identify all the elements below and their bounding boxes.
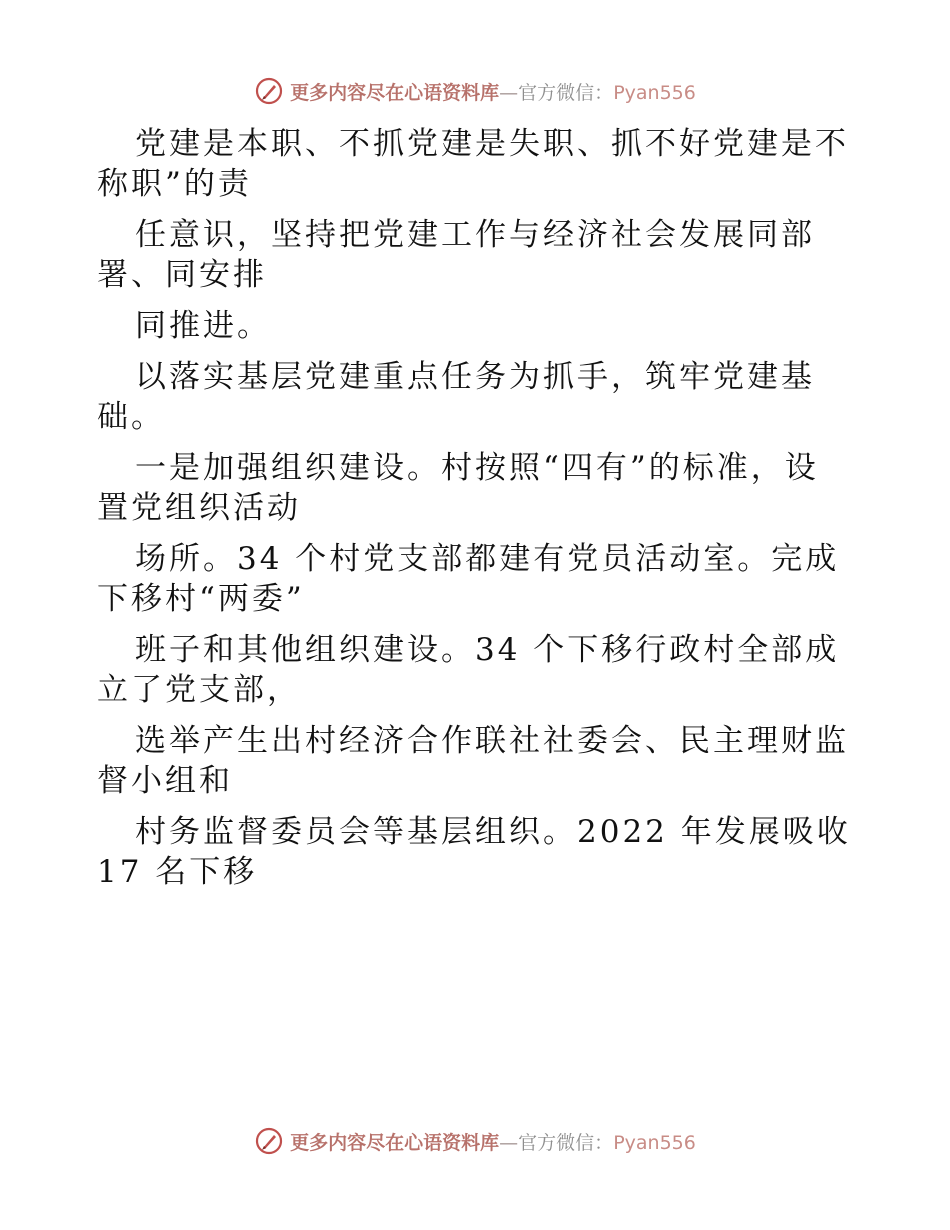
paragraph-first-line: 场所。34 个村党支部都建有党员活动室。完成: [135, 541, 840, 577]
watermark-brand: 更多内容尽在心语资料库: [290, 1131, 500, 1154]
watermark-text: [290, 1128, 696, 1155]
paragraph: [97, 124, 867, 204]
paragraph-continuation-line: 称职”的责: [97, 166, 252, 202]
watermark-wechat-label: 官方微信：: [518, 81, 614, 104]
watermark-brand: 更多内容尽在心语资料库: [290, 81, 500, 104]
paragraph-first-line: 班子和其他组织建设。34 个下移行政村全部成: [135, 632, 840, 668]
quill-pen-seal-icon: [254, 76, 284, 106]
paragraph-continuation-line: 置党组织活动: [97, 490, 301, 526]
paragraph-first-line: 村务监督委员会等基层组织。2022 年发展吸收: [135, 814, 851, 850]
document-body: [97, 124, 867, 892]
paragraph-continuation-line: 立了党支部，: [97, 672, 301, 708]
paragraph-continuation-line: 础。: [97, 399, 165, 435]
paragraph-first-line: 选举产生出村经济合作联社社委会、民主理财监: [135, 723, 849, 759]
paragraph: [97, 539, 867, 619]
paragraph-continuation-line: 下移村“两委”: [97, 581, 305, 617]
paragraph: [97, 721, 867, 801]
quill-pen-seal-icon: [254, 1126, 284, 1156]
paragraph-first-line: 任意识，坚持把党建工作与经济社会发展同部: [135, 217, 815, 253]
paragraph-continuation-line: 署、同安排: [97, 257, 267, 293]
watermark-text: [290, 78, 696, 105]
watermark-separator: —: [499, 81, 519, 104]
watermark-separator: —: [499, 1131, 519, 1154]
paragraph-first-line: 同推进。: [135, 308, 271, 344]
paragraph-continuation-line: 17 名下移: [97, 854, 258, 890]
paragraph-first-line: 一是加强组织建设。村按照“四有”的标准，设: [135, 450, 819, 486]
paragraph-continuation-line: 督小组和: [97, 763, 233, 799]
watermark-wechat-id: Pyan556: [613, 81, 696, 104]
paragraph: [97, 306, 867, 346]
paragraph: [97, 448, 867, 528]
paragraph: [97, 812, 867, 892]
header-watermark: [0, 74, 950, 108]
paragraph: [97, 357, 867, 437]
paragraph-first-line: 党建是本职、不抓党建是失职、抓不好党建是不: [135, 126, 849, 162]
paragraph: [97, 630, 867, 710]
paragraph-first-line: 以落实基层党建重点任务为抓手，筑牢党建基: [135, 359, 815, 395]
footer-watermark: [0, 1124, 950, 1158]
watermark-wechat-label: 官方微信：: [518, 1131, 614, 1154]
paragraph: [97, 215, 867, 295]
watermark-wechat-id: Pyan556: [613, 1131, 696, 1154]
